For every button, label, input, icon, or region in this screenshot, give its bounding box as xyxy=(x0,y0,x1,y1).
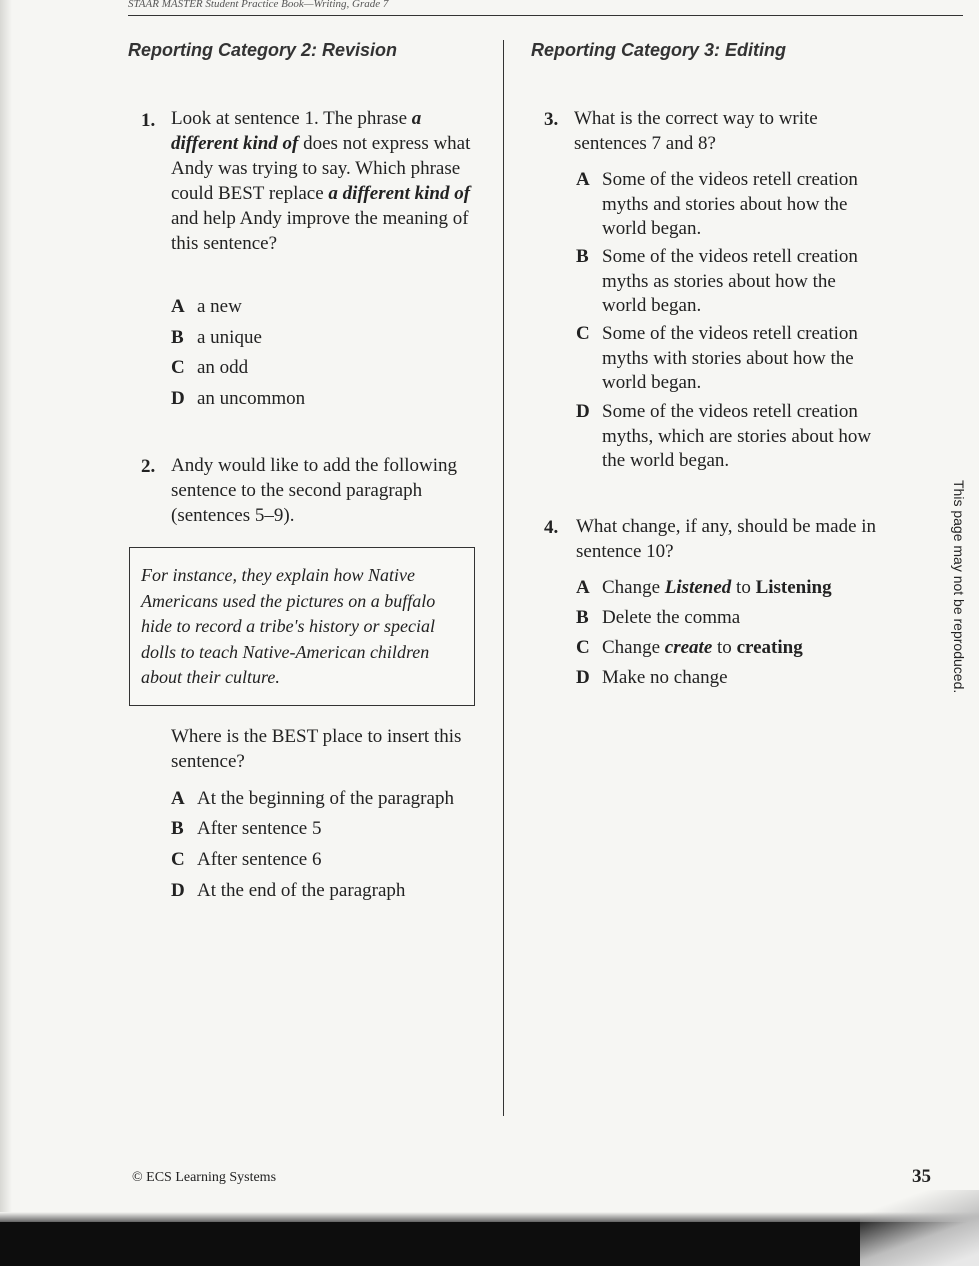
running-head: STAAR MASTER Student Practice Book—Writing, Grade 7 xyxy=(128,0,389,10)
option-letter: A xyxy=(171,788,185,809)
footer-copyright: © ECS Learning Systems xyxy=(132,1170,277,1185)
option-letter: B xyxy=(576,246,589,267)
option-emphasis: Listening xyxy=(755,577,832,598)
option-letter: A xyxy=(576,169,590,190)
stem-text: does not express what Andy was trying to say. Which phrase could BEST replace xyxy=(171,133,471,204)
option-letter: D xyxy=(576,401,590,422)
answer-option[interactable] xyxy=(171,847,322,872)
category-title-revision: Reporting Category 2: Revision xyxy=(128,40,398,60)
option-text: Change xyxy=(602,577,661,598)
option-text: After sentence 6 xyxy=(197,849,322,870)
answer-option[interactable] xyxy=(576,665,728,690)
copyright-side-note xyxy=(945,480,969,705)
option-letter: D xyxy=(171,388,185,409)
scan-background xyxy=(0,1222,979,1266)
answer-option[interactable] xyxy=(576,245,877,319)
option-emphasis: create xyxy=(664,637,713,658)
option-text: At the beginning of the paragraph xyxy=(197,788,454,809)
option-text: a new xyxy=(197,296,242,317)
answer-option[interactable] xyxy=(576,575,832,600)
option-letter: A xyxy=(576,577,590,598)
option-text: At the end of the paragraph xyxy=(197,880,406,901)
option-text: an odd xyxy=(197,357,249,378)
question-number: 4. xyxy=(544,517,559,538)
option-text: an uncommon xyxy=(197,388,306,409)
answer-option[interactable] xyxy=(576,168,877,242)
question-stem: What change, if any, should be made in sentence 10? xyxy=(576,516,877,562)
answer-option[interactable] xyxy=(171,878,405,903)
question-stem: What is the correct way to write sentences 7 and 8? xyxy=(574,108,818,154)
answer-option[interactable] xyxy=(576,605,740,630)
option-text: Delete the comma xyxy=(602,607,741,628)
option-letter: B xyxy=(171,818,184,839)
question-stem xyxy=(171,106,471,256)
answer-option[interactable] xyxy=(171,786,454,811)
highlighted-phrase: a different kind of xyxy=(171,108,422,154)
highlighted-phrase: a different kind of xyxy=(328,183,471,204)
option-letter: C xyxy=(576,323,590,344)
answer-option[interactable] xyxy=(576,400,877,474)
stem-text: and help Andy improve the meaning of this sentence? xyxy=(171,208,469,254)
option-letter: D xyxy=(171,880,185,901)
answer-option[interactable] xyxy=(576,322,877,396)
page-number: 35 xyxy=(912,1166,931,1187)
option-text: After sentence 5 xyxy=(197,818,322,839)
question-stem: Andy would like to add the following sentence to the second paragraph (sentences 5–9). xyxy=(171,455,458,526)
option-letter: C xyxy=(171,357,185,378)
option-text: Some of the videos retell creation myths with stories about how the world began. xyxy=(602,323,858,393)
question-number: 2. xyxy=(141,456,156,477)
answer-option[interactable] xyxy=(171,355,248,380)
answer-option[interactable] xyxy=(171,386,305,411)
answer-option[interactable] xyxy=(576,635,803,660)
option-text: to xyxy=(717,637,732,658)
inserted-sentence-box xyxy=(129,547,475,706)
option-text: Change xyxy=(602,637,661,658)
question-prompt: Where is the BEST place to insert this sentence? xyxy=(171,726,462,772)
option-text: a unique xyxy=(197,327,262,348)
answer-option[interactable] xyxy=(171,816,322,841)
option-text: Some of the videos retell creation myths as stories about how the world began. xyxy=(602,246,858,316)
option-text: Make no change xyxy=(602,667,728,688)
option-emphasis: Listened xyxy=(664,577,732,598)
page-edge-shadow xyxy=(0,0,12,1266)
option-text: Some of the videos retell creation myths, which are stories about how the world began. xyxy=(602,401,872,471)
answer-option[interactable] xyxy=(171,325,262,350)
option-letter: B xyxy=(171,327,184,348)
option-letter: D xyxy=(576,667,590,688)
header-rule xyxy=(128,15,963,16)
option-text: Some of the videos retell creation myths and stories about how the world began. xyxy=(602,169,858,239)
option-letter: B xyxy=(576,607,589,628)
question-number: 3. xyxy=(544,109,559,130)
option-letter: A xyxy=(171,296,185,317)
option-emphasis: creating xyxy=(736,637,803,658)
option-letter: C xyxy=(171,849,185,870)
option-letter: C xyxy=(576,637,590,658)
question-number: 1. xyxy=(141,110,156,131)
answer-option[interactable] xyxy=(171,294,242,319)
scan-corner-glare xyxy=(860,1190,979,1266)
column-divider xyxy=(503,40,504,1116)
side-note-text: This page may not be reproduced. xyxy=(951,480,967,694)
stem-text: Look at sentence 1. The phrase xyxy=(171,108,412,129)
option-text: to xyxy=(736,577,751,598)
inserted-sentence: For instance, they explain how Native Americans used the pictures on a buffalo hide to record a tribe's history or special dolls to teach Native-American children about their culture. xyxy=(141,565,436,687)
category-title-editing: Reporting Category 3: Editing xyxy=(531,40,787,60)
